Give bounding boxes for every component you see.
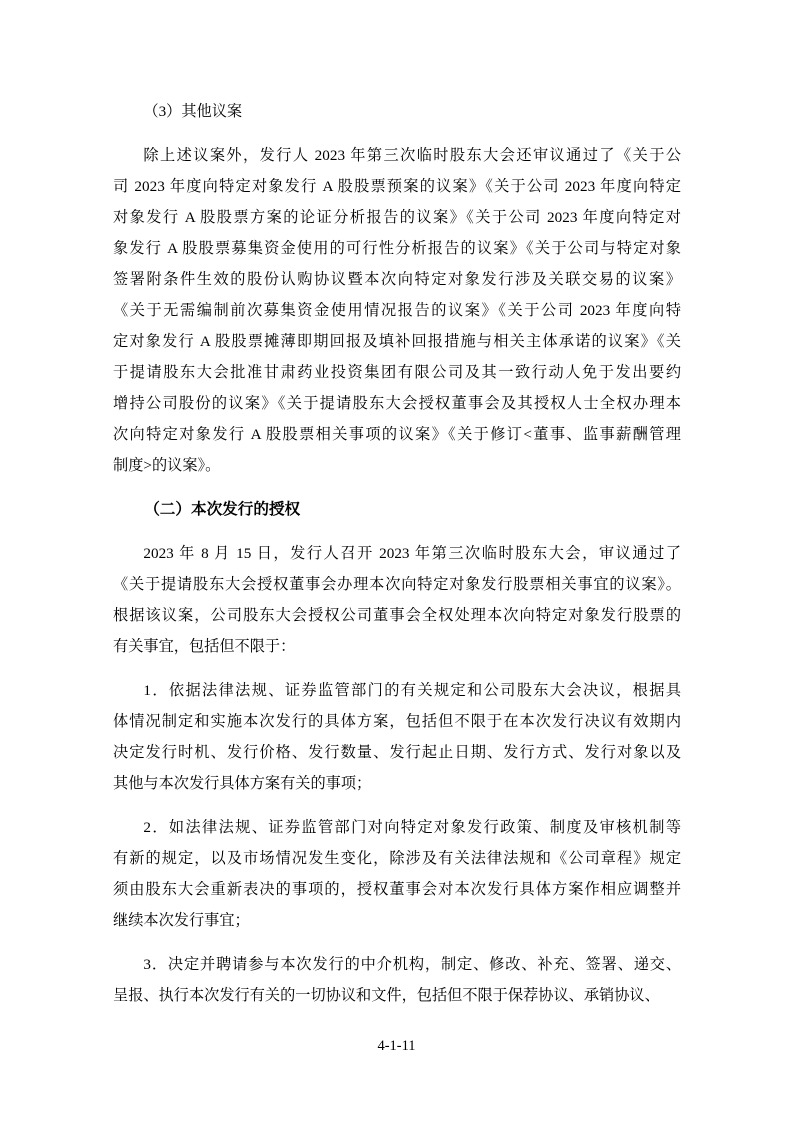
paragraph-line: 1．依据法律法规、证券监管部门的有关规定和公司股东大会决议，根据具: [143, 682, 681, 699]
section-heading: [113, 494, 681, 525]
paragraph: [113, 140, 681, 481]
paragraph-line: 除上述议案外，发行人 2023 年第三次临时股东大会还审议通过了《关于公: [143, 147, 681, 164]
paragraph: [113, 812, 681, 936]
paragraph-line: 象发行 A 股股票募集资金使用的可行性分析报告的议案》《关于公司与特定对象: [113, 240, 681, 257]
paragraph: [113, 675, 681, 799]
paragraph-line: 签署附条件生效的股份认购协议暨本次向特定对象发行涉及关联交易的议案》: [113, 271, 681, 288]
paragraph-line: 决定发行时机、发行价格、发行数量、发行起止日期、发行方式、发行对象以及: [113, 744, 681, 761]
document-body: [113, 96, 681, 1011]
paragraph-line: 根据该议案，公司股东大会授权公司董事会全权处理本次向特定对象发行股票的: [113, 607, 681, 624]
paragraph-line: 《关于提请股东大会授权董事会办理本次向特定对象发行股票相关事宜的议案》。: [113, 576, 681, 593]
paragraph: [113, 949, 681, 1011]
paragraph-line: 呈报、执行本次发行有关的一切协议和文件，包括但不限于保荐协议、承销协议、: [113, 987, 660, 1004]
paragraph-line: 于提请股东大会批准甘肃药业投资集团有限公司及其一致行动人免于发出要约: [113, 364, 681, 381]
paragraph-line: 次向特定对象发行 A 股股票相关事项的议案》《关于修订<董事、监事薪酬管理: [113, 426, 681, 443]
heading-text: （二）本次发行的授权: [144, 501, 301, 518]
paragraph-line: 继续本次发行事宜；: [113, 912, 250, 929]
paragraph-line: 对象发行 A 股股票方案的论证分析报告的议案》《关于公司 2023 年度向特定对: [113, 209, 681, 226]
paragraph-line: 2．如法律法规、证券监管部门对向特定对象发行政策、制度及审核机制等: [143, 819, 681, 836]
page-number: 4-1-11: [377, 1038, 416, 1054]
paragraph-line: 增持公司股份的议案》《关于提请股东大会授权董事会及其授权人士全权办理本: [113, 395, 681, 412]
paragraph-line: 其他与本次发行具体方案有关的事项；: [113, 775, 372, 792]
paragraph-line: 须由股东大会重新表决的事项的，授权董事会对本次发行具体方案作相应调整并: [113, 881, 681, 898]
paragraph-line: 2023 年 8 月 15 日，发行人召开 2023 年第三次临时股东大会，审议通过了: [143, 545, 681, 562]
paragraph-line: 司 2023 年度向特定对象发行 A 股股票预案的议案》《关于公司 2023 年度向特定: [113, 178, 681, 195]
paragraph: [113, 538, 681, 662]
paragraph-line: 《关于无需编制前次募集资金使用情况报告的议案》《关于公司 2023 年度向特: [113, 302, 681, 319]
sub-heading: [113, 96, 681, 127]
paragraph-line: 3．决定并聘请参与本次发行的中介机构，制定、修改、补充、签署、递交、: [143, 956, 681, 973]
paragraph-line: 定对象发行 A 股股票摊薄即期回报及填补回报措施与相关主体承诺的议案》《关: [113, 333, 681, 350]
heading-text: （3）其他议案: [143, 103, 243, 120]
paragraph-line: 有关事宜，包括但不限于：: [113, 638, 296, 655]
paragraph-line: 体情况制定和实施本次发行的具体方案，包括但不限于在本次发行决议有效期内: [113, 713, 681, 730]
paragraph-line: 有新的规定，以及市场情况发生变化，除涉及有关法律法规和《公司章程》规定: [113, 850, 681, 867]
paragraph-line: 制度>的议案》。: [113, 457, 221, 474]
